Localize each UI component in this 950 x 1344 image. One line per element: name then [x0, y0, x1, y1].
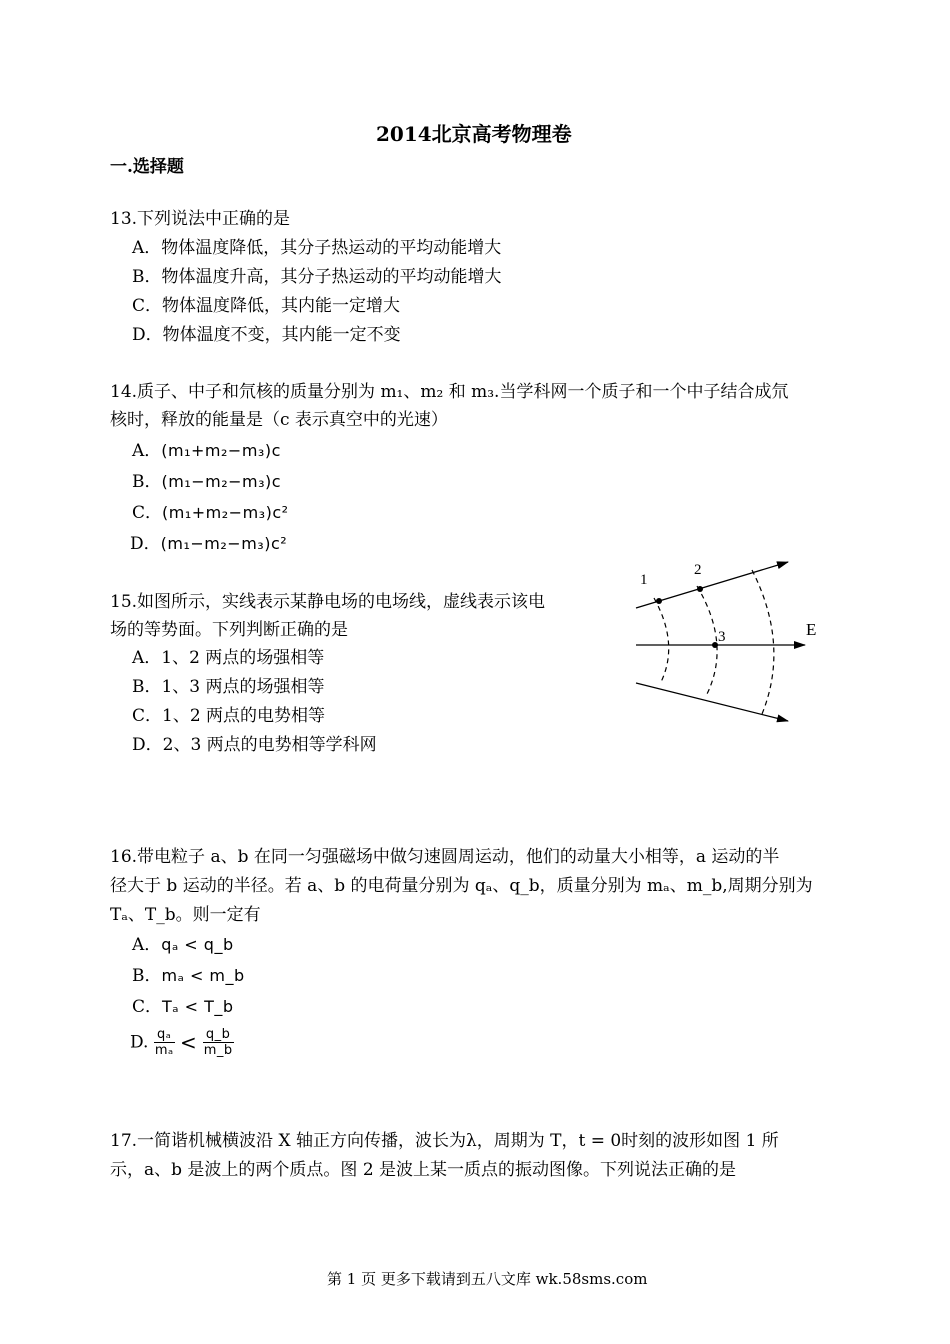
q15-stem-line1: 15.如图所示，实线表示某静电场的电场线，虚线表示该电: [110, 592, 546, 612]
q15-option-a: A．1、2 两点的场强相等: [132, 648, 325, 668]
q14-option-a-expr: (m₁+m₂−m₃)c: [161, 441, 281, 460]
q16-option-a-label: A．: [132, 935, 162, 955]
q16-option-c-expr: Tₐ < T_b: [162, 997, 234, 1016]
section-heading: 一.选择题: [110, 157, 184, 177]
fraction-left-numerator: qₐ: [154, 1027, 175, 1043]
electric-field-figure: [620, 550, 830, 735]
q16-stem-line2: 径大于 b 运动的半径。若 a、b 的电荷量分别为 qₐ、q_b，质量分别为 mₐ、m_b,周期分别为: [110, 876, 813, 896]
q14-option-b-label: B．: [132, 472, 162, 492]
q14-option-a: [132, 441, 281, 461]
q15-option-c: C．1、2 两点的电势相等: [132, 706, 326, 726]
q14-option-a-label: A．: [132, 441, 162, 461]
point-2-label: 2: [694, 562, 702, 578]
q13-option-b: B．物体温度升高，其分子热运动的平均动能增大: [132, 267, 502, 287]
equipotential-surface-2: [697, 586, 717, 696]
q16-option-b-label: B．: [132, 966, 162, 986]
page-title: 2014北京高考物理卷: [376, 122, 572, 146]
point-1-label: 1: [640, 572, 648, 588]
equipotential-surface-1: [654, 598, 669, 684]
q16-option-d-fraction-right: [203, 1027, 234, 1058]
q16-stem-line3: Tₐ、T_b。则一定有: [110, 905, 261, 925]
q16-option-d-label: D.: [130, 1032, 149, 1053]
q16-option-d-fraction-left: [154, 1027, 175, 1058]
point-1-dot: [656, 598, 662, 604]
point-2-dot: [697, 586, 703, 592]
q14-stem-line1: 14.质子、中子和氘核的质量分别为 m₁、m₂ 和 m₃.当学科网一个质子和一个中子结合成氘: [110, 382, 789, 402]
page-footer: 第 1 页 更多下载请到五八文库 wk.58sms.com: [327, 1270, 648, 1288]
q16-option-c: [132, 997, 234, 1017]
q16-stem-line1: 16.带电粒子 a、b 在同一匀强磁场中做匀速圆周运动，他们的动量大小相等，a 运动的半: [110, 847, 780, 867]
q16-option-a: [132, 935, 234, 955]
point-3-label: 3: [718, 629, 726, 645]
field-e-label: E: [806, 620, 817, 639]
q16-option-c-label: C．: [132, 997, 163, 1017]
q13-option-d: D．物体温度不变，其内能一定不变: [132, 325, 401, 345]
fraction-left-denominator: mₐ: [154, 1043, 174, 1058]
q14-option-d: [130, 534, 287, 554]
q13-stem: 13.下列说法中正确的是: [110, 209, 291, 229]
q14-option-c: [132, 503, 289, 523]
q14-option-d-expr: (m₁−m₂−m₃)c²: [160, 534, 288, 553]
q16-option-b: [132, 966, 245, 986]
q13-option-c: C．物体温度降低，其内能一定增大: [132, 296, 401, 316]
q15-option-d: D．2、3 两点的电势相等学科网: [132, 735, 377, 755]
q14-option-b-expr: (m₁−m₂−m₃)c: [161, 472, 282, 491]
q14-option-c-label: C．: [132, 503, 163, 523]
q14-option-b: [132, 472, 281, 492]
q15-stem-line2: 场的等势面。下列判断正确的是: [110, 620, 348, 640]
q15-option-b: B．1、3 两点的场强相等: [132, 677, 325, 697]
q14-option-d-label: D．: [130, 534, 161, 554]
q16-option-d: [130, 1027, 234, 1058]
q16-option-a-expr: qₐ < q_b: [161, 935, 234, 954]
q16-option-d-operator: <: [180, 1030, 198, 1055]
q13-option-a: A．物体温度降低，其分子热运动的平均动能增大: [132, 238, 502, 258]
q17-stem-line2: 示，a、b 是波上的两个质点。图 2 是波上某一质点的振动图像。下列说法正确的是: [110, 1160, 737, 1180]
fraction-right-numerator: q_b: [203, 1027, 234, 1043]
q17-stem-line1: 17.一简谐机械横波沿 X 轴正方向传播，波长为λ，周期为 T，t = 0时刻的波形如图 1 所: [110, 1131, 779, 1151]
field-line-lower: [636, 683, 788, 721]
q16-option-b-expr: mₐ < m_b: [161, 966, 245, 985]
q14-option-c-expr: (m₁+m₂−m₃)c²: [162, 503, 289, 522]
equipotential-surface-3: [752, 570, 774, 714]
q14-stem-line2: 核时，释放的能量是（c 表示真空中的光速）: [110, 410, 448, 430]
fraction-right-denominator: m_b: [203, 1043, 233, 1058]
